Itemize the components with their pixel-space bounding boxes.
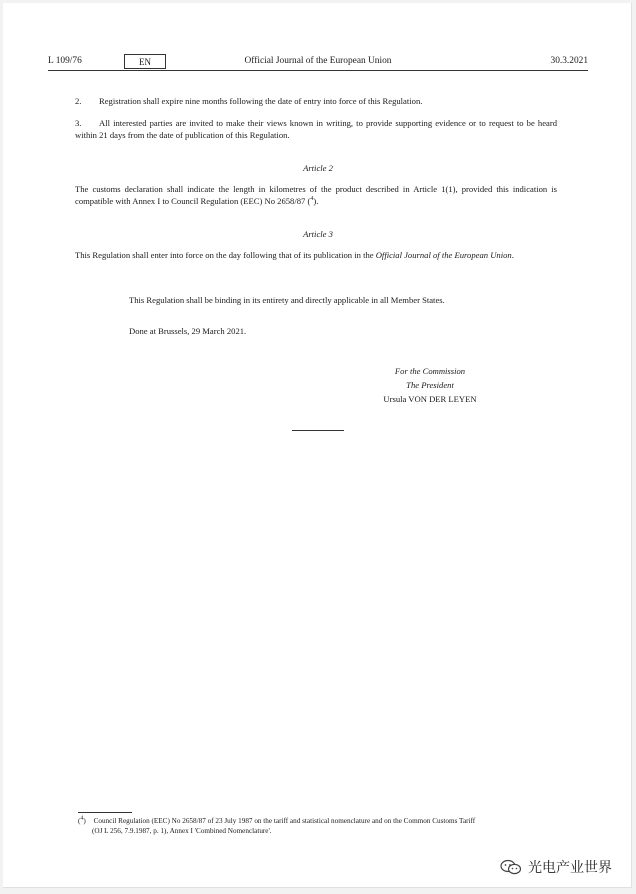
article-2-body-end: ). — [313, 195, 319, 206]
article-2-heading: Article 2 — [303, 163, 333, 173]
footnote-line-2: (OJ L 256, 7.9.1987, p. 1), Annex I 'Combined Nomenclature'. — [92, 826, 272, 835]
article-2-text — [75, 184, 557, 207]
journal-header — [48, 54, 588, 70]
signatory-name: Ursula VON DER LEYEN — [383, 394, 477, 404]
language-badge: EN — [124, 54, 166, 69]
footnote-number: 4 — [80, 815, 84, 822]
header-rule — [48, 70, 588, 71]
watermark — [500, 857, 612, 877]
signature-block — [340, 364, 520, 406]
footnote-reference[interactable]: 4 — [310, 195, 314, 202]
journal-name-italic: Official Journal of the European Union — [375, 250, 512, 260]
paragraph-text: All interested parties are invited to make their views known in writing, to provide supporting evidence or to request to be heard within 21 days from the date of publication of this Regulation. — [75, 118, 557, 140]
paragraph-text: Registration shall expire nine months following the date of entry into force of this Regulation. — [99, 96, 423, 106]
paragraph-number: 2. — [75, 96, 82, 106]
wechat-icon — [500, 859, 522, 875]
footnote: ($^4$) Council Regulation (EEC) No 2658/87 of 23 July 1987 on the tariff and statistical nomenclature and on the Common Customs Tariff (OJ L 256, 7.9.1987, p. 1), Annex I 'Combined Nomenclature'. — [78, 817, 562, 836]
watermark-text: 光电产业世界 — [528, 860, 612, 876]
page-reference: L 109/76 — [48, 56, 82, 66]
publication-date: 30.3.2021 — [550, 56, 588, 66]
article-3-heading: Article 3 — [303, 229, 333, 239]
signature-line-1: For the Commission — [394, 366, 466, 376]
paragraph-2 — [75, 96, 557, 108]
signature-line-2: The President — [406, 380, 454, 390]
footnote-line-1: Council Regulation (EEC) No 2658/87 of 23 July 1987 on the tariff and statistical nomenclature and on the Common Customs Tariff — [93, 817, 476, 825]
article-2-body: The customs declaration shall indicate the length in kilometres of the product described in Article 1(1), provided this indication is compatible with Annex I to Council Regulation (EEC) No 2658/87 ( — [75, 184, 557, 206]
footnote-rule — [78, 812, 132, 813]
done-at: Done at Brussels, 29 March 2021. — [129, 326, 247, 336]
binding-statement: This Regulation shall be binding in its entirety and directly applicable in all Member States. — [129, 295, 445, 305]
article-3-text — [75, 250, 557, 262]
paragraph-3 — [75, 118, 557, 141]
paragraph-number: 3. — [75, 118, 82, 128]
article-3-body: This Regulation shall enter into force on the day following that of its publication in the — [75, 250, 376, 260]
journal-title: Official Journal of the European Union — [244, 56, 392, 66]
article-3-body-end: . — [511, 250, 514, 260]
end-rule — [292, 430, 344, 431]
